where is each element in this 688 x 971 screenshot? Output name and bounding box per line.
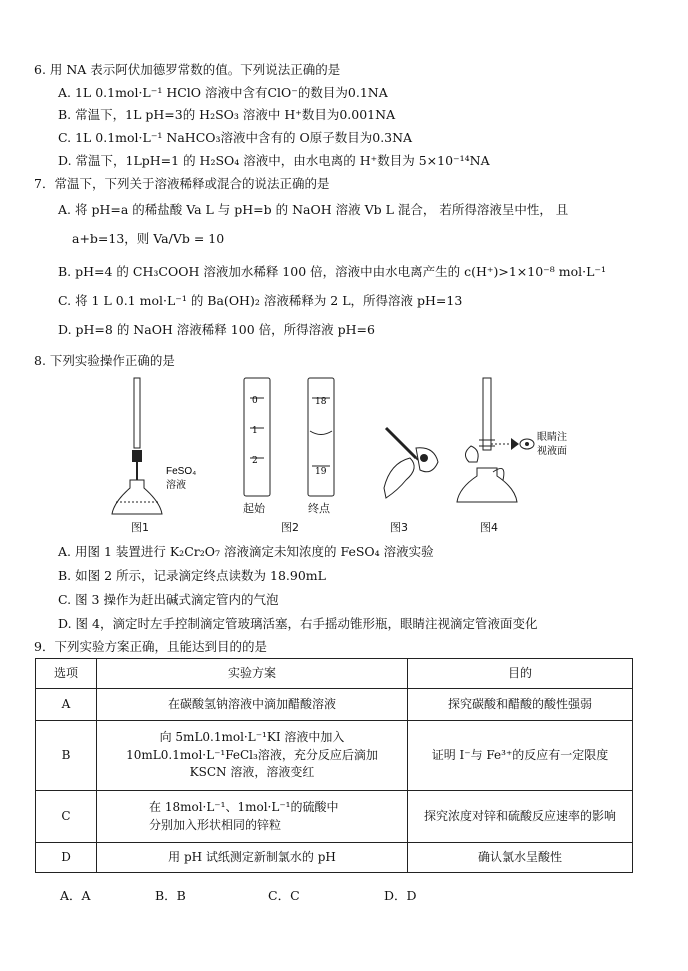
q8-stem: 8. 下列实验操作正确的是 [34,353,175,368]
q7-stem: 7．常温下，下列关于溶液稀释或混合的说法正确的是 [34,176,330,191]
q6-option-c: C. 1L 0.1mol·L⁻¹ NaHCO₃溶液中含有的 O原子数目为0.3NA [58,130,413,145]
q6-stem: 6. 用 NA 表示阿伏加德罗常数的值。下列说法正确的是 [34,62,341,77]
q8-option-b: B. 如图 2 所示，记录滴定终点读数为 18.90mL [58,568,326,583]
q7-option-d: D. pH=8 的 NaOH 溶液稀释 100 倍，所得溶液 pH=6 [58,322,375,337]
header-goal: 目的 [408,659,633,689]
fig4-caption: 图4 [480,521,498,534]
fig2-tick-2: 2 [252,456,258,466]
figure-3-hands [376,418,446,503]
row-a-option: A [36,689,97,721]
fig3-caption: 图3 [390,521,408,534]
row-b-option: B [36,721,97,791]
table-row [36,791,633,843]
figure-4-titration-eye [455,376,595,506]
q9-answer-c: C．C [268,888,300,903]
q6-option-d: D. 常温下，1LpH=1 的 H₂SO₄ 溶液中，由水电离的 H⁺数目为 5×10⁻¹⁴NA [58,153,490,168]
q9-stem: 9．下列实验方案正确，且能达到目的的是 [34,639,267,654]
fig4-note-2: 视液面 [537,446,567,457]
figure-1-titration [108,376,208,516]
fig1-label-2: 溶液 [166,480,186,491]
q8-option-a: A. 用图 1 装置进行 K₂Cr₂O₇ 溶液滴定未知浓度的 FeSO₄ 溶液实验 [58,544,434,559]
fig2-tick-1: 1 [252,426,258,436]
row-c-plan: 在 18mol·L⁻¹、1mol·L⁻¹的硫酸中 分别加入形状相同的锌粒 [97,791,408,843]
row-c-option: C [36,791,97,843]
figure-2-burette-readings [238,376,348,506]
q7-option-a-line1: A. 将 pH=a 的稀盐酸 Va L 与 pH=b 的 NaOH 溶液 Vb L 混合， 若所得溶液呈中性， 且 [58,202,569,217]
q9-answer-b: B．B [155,888,186,903]
q7-option-c: C. 将 1 L 0.1 mol·L⁻¹ 的 Ba(OH)₂ 溶液稀释为 2 L，所得溶液 pH=13 [58,293,463,308]
fig2-start-label: 起始 [243,502,265,515]
q6-option-a: A. 1L 0.1mol·L⁻¹ HClO 溶液中含有ClO⁻的数目为0.1NA [58,85,388,100]
q8-option-c: C. 图 3 操作为赶出碱式滴定管内的气泡 [58,592,279,607]
q9-answer-d: D．D [384,888,417,903]
header-option: 选项 [36,659,97,689]
table-row [36,689,633,721]
fig2b-tick-19: 19 [315,467,327,477]
fig2b-tick-18: 18 [315,397,327,407]
table-row [36,843,633,873]
q9-answer-a: A．A [60,888,91,903]
q8-option-d: D. 图 4，滴定时左手控制滴定管玻璃活塞，右手摇动锥形瓶，眼睛注视滴定管液面变化 [58,616,538,631]
q7-option-b: B. pH=4 的 CH₃COOH 溶液加水稀释 100 倍，溶液中由水电离产生的 c(H⁺)>1×10⁻⁸ mol·L⁻¹ [58,264,606,279]
fig2-tick-0: 0 [252,396,258,406]
table-row [36,721,633,791]
fig1-caption: 图1 [131,521,149,534]
row-d-goal: 确认氯水呈酸性 [408,843,633,873]
row-b-plan: 向 5mL0.1mol·L⁻¹KI 溶液中加入 10mL0.1mol·L⁻¹FeCl₃溶液，充分反应后滴加 KSCN 溶液，溶液变红 [97,721,408,791]
fig4-note-1: 眼睛注 [537,432,567,443]
row-d-option: D [36,843,97,873]
row-c-goal: 探究浓度对锌和硫酸反应速率的影响 [408,791,633,843]
experiment-table [35,658,633,873]
fig2-end-label: 终点 [308,502,330,515]
table-header-row [36,659,633,689]
q6-option-b: B. 常温下，1L pH=3的 H₂SO₃ 溶液中 H⁺数目为0.001NA [58,107,396,122]
fig2-caption: 图2 [281,521,299,534]
q7-option-a-line2: a+b=13，则 Va/Vb = 10 [72,231,225,246]
header-plan: 实验方案 [97,659,408,689]
row-d-plan: 用 pH 试纸测定新制氯水的 pH [97,843,408,873]
fig1-label-1: FeSO₄ [166,466,197,477]
row-b-goal: 证明 I⁻与 Fe³⁺的反应有一定限度 [408,721,633,791]
row-a-plan: 在碳酸氢钠溶液中滴加醋酸溶液 [97,689,408,721]
row-a-goal: 探究碳酸和醋酸的酸性强弱 [408,689,633,721]
